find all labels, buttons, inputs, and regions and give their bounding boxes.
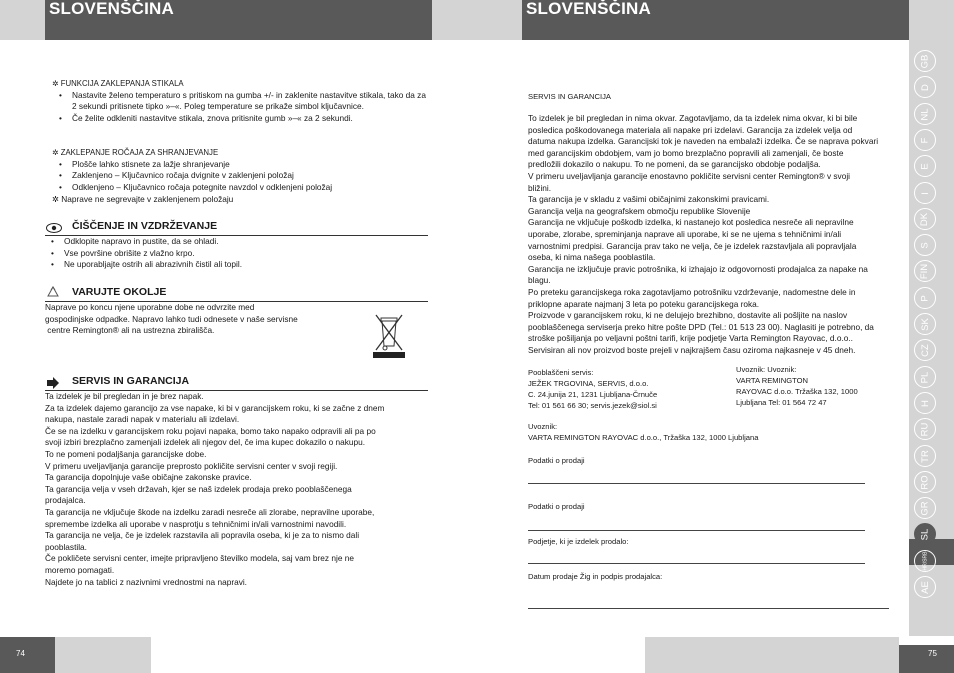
language-tab-label: RO bbox=[919, 474, 931, 490]
language-tab-label: GR bbox=[919, 500, 931, 516]
text-line: med garancijskim obdobjem, vam jo bomo brezplačno popravili ali zamenjali, če boste bbox=[528, 147, 844, 158]
language-tab-label: FIN bbox=[919, 263, 931, 279]
text-line: Naprave po koncu njene uporabne dobe ne odvrzite med bbox=[45, 302, 255, 312]
form-line[interactable] bbox=[528, 530, 865, 531]
text-line: Ta garancija je v skladu z vašimi običajnimi zakonskimi pravicami. bbox=[528, 194, 770, 205]
text-line: nakupa, nastale zaradi napak v materialu ali izdelavi. bbox=[45, 414, 240, 425]
text-line: svoji izbiri brezplačno zamenjali izdelek ali njegov del, če ima kupec dokazilo o nakupu. bbox=[45, 437, 366, 448]
handle-heading: ZAKLEPANJE ROČAJA ZA SHRANJEVANJE bbox=[60, 148, 219, 157]
left-header-bar bbox=[45, 0, 432, 40]
text-line: Ta garancija ne velja, če je izdelek razstavila ali popravila oseba, ki je za to nismo dali bbox=[45, 530, 360, 541]
list-item: • Plošče lahko stisnete za lažje shranjevanje bbox=[52, 159, 432, 171]
text-line: RAYOVAC d.o.o. Tržaška 132, 1000 bbox=[736, 387, 858, 396]
language-tab-pl[interactable] bbox=[914, 366, 936, 388]
importer-line bbox=[528, 421, 898, 443]
sun-icon: ✲ bbox=[52, 79, 59, 88]
text-line: Uvoznik: bbox=[528, 422, 558, 431]
language-tab-s[interactable] bbox=[914, 234, 936, 256]
text-line: Servisiran ali nov proizvod boste prejeli v najkrajšem času oziroma najkasneje v 45 dneh. bbox=[528, 344, 856, 355]
text-line: To izdelek je bil pregledan in nima okvar. Zagotavljamo, da ta izdelek nima okvar, ki bi bile bbox=[528, 113, 858, 123]
language-tab-sl[interactable] bbox=[914, 523, 936, 545]
language-tab-f[interactable] bbox=[914, 129, 936, 151]
language-tab-hr-srb[interactable] bbox=[914, 550, 936, 572]
right-footer-band bbox=[645, 637, 899, 673]
text-line: VARTA REMINGTON bbox=[736, 376, 809, 385]
text-line: Če se na izdelku v garancijskem roku pojavi napaka, bomo tako napako odpravili ali pa po bbox=[45, 425, 376, 436]
language-tab-gb[interactable] bbox=[914, 50, 936, 72]
text-line: predložili dokazilo o nakupu. To ne pomeni, da se garancijsko obdobje podaljša. bbox=[528, 159, 821, 170]
right-header-bar bbox=[522, 0, 909, 40]
left-footer bbox=[0, 637, 55, 673]
form-line[interactable] bbox=[528, 563, 865, 564]
text-line: Ta garancija ne vključuje škode na izdelku zaradi nesreče ali zlorabe, nepravilne uporabe, bbox=[45, 506, 375, 517]
text-line: blagu. bbox=[528, 275, 551, 286]
language-tab-label: NL bbox=[919, 107, 931, 121]
text-line: V primeru uveljavljanja garancije enostavno pokličite servisni center Remington® v svoji bbox=[528, 170, 851, 181]
list-item: • Nastavite želeno temperaturo s pritiskom na gumba +/- in zaklenite nastavitve stikala, tako da za 2 sekundi pritisnete tipko »–«. Poleg temperature se prikaže simbol ključavnice. bbox=[52, 90, 432, 113]
language-tab-label: SK bbox=[919, 317, 931, 331]
text-line: pooblaščenega serviserja preko hitre pošte DPD (Tel.: 01 513 23 00). Naglasiti je potrebno, da bbox=[528, 321, 874, 332]
language-tab-label: S bbox=[919, 241, 931, 249]
language-tab-gr[interactable] bbox=[914, 497, 936, 519]
lock-heading: FUNKCIJA ZAKLEPANJA STIKALA bbox=[60, 79, 184, 88]
form-line[interactable] bbox=[528, 483, 865, 484]
text-line: Za ta izdelek dajemo garancijo za vse napake, ki bi v garancijskem roku, ki se začne z dnem bbox=[45, 402, 385, 413]
text-line: moremo pomagati. bbox=[45, 564, 115, 575]
cleaning-list bbox=[44, 236, 428, 271]
text-line: centre Remington® ali na ustrezna zbirališča. bbox=[45, 325, 215, 336]
left-page-title: SLOVENŠČINA bbox=[49, 0, 174, 18]
crossed-bin-icon bbox=[372, 312, 406, 360]
text-line: uporabe, zlorabe, spreminjanja naprave ali uporabe, ki se ne ujema s tehničnimi in/ali bbox=[528, 228, 842, 239]
list-item: • Če želite odkleniti nastavitve stikala, znova pritisnite gumb »–« za 2 sekundi. bbox=[52, 113, 432, 125]
text-line: VARTA REMINGTON RAYOVAC d.o.o., Tržaška 132, 1000 Ljubljana bbox=[528, 433, 759, 442]
language-tab-label: I bbox=[919, 191, 931, 195]
language-tab-label: DK bbox=[919, 212, 931, 226]
text-line: gospodinjske odpadke. Napravo lahko tudi odnesete v naše servisne bbox=[45, 313, 298, 324]
language-tab-label: TR bbox=[919, 449, 931, 463]
right-heading: SERVIS IN GARANCIJA bbox=[528, 92, 611, 101]
language-tab-cz[interactable] bbox=[914, 339, 936, 361]
importer-contact bbox=[736, 364, 906, 408]
text-line: Ta garancija velja v vseh državah, kjer se naš izdelek prodaja preko pooblaščenega bbox=[45, 483, 352, 494]
form-label: Podatki o prodaji bbox=[528, 456, 585, 465]
text-line: datuma nakupa izdelka. Garancijski tok je naveden na embalaži izdelka. Če se naprava pokvari bbox=[528, 136, 879, 147]
language-tab-label: H bbox=[919, 399, 931, 407]
language-tab-label: F bbox=[919, 137, 931, 143]
list-item: • Ne uporabljajte ostrih ali abrazivnih čistil ali topil. bbox=[44, 259, 428, 271]
language-tab-label: SL bbox=[919, 528, 931, 540]
center-header-band bbox=[432, 0, 522, 40]
text-line: V primeru uveljavljanja garancije preprosto pokličite servisni center v svoji regiji. bbox=[45, 460, 338, 471]
right-page-title: SLOVENŠČINA bbox=[526, 0, 651, 18]
list-item: • Zaklenjeno – Ključavnico ročaja dvignite v zaklenjeni položaj bbox=[52, 170, 432, 182]
language-tab-dk[interactable] bbox=[914, 208, 936, 230]
text-line: C. 24.junija 21, 1231 Ljubljana-Črnuče bbox=[528, 390, 658, 399]
text-line: Tel: 01 561 66 30; servis.jezek@siol.si bbox=[528, 401, 657, 410]
text-line: priklopne aparate najmanj 3 leta po poteku garancijskega roka. bbox=[528, 298, 760, 309]
language-tab-d[interactable] bbox=[914, 76, 936, 98]
left-header-band bbox=[0, 0, 45, 40]
text-line: oseba, ki nima našega pooblastila. bbox=[528, 252, 656, 263]
form-line[interactable] bbox=[528, 608, 889, 609]
language-tab-ae[interactable] bbox=[914, 576, 936, 598]
right-page-number: 75 bbox=[928, 649, 937, 658]
handle-note: Naprave ne segrevajte v zaklenjenem položaju bbox=[61, 193, 234, 204]
right-header-band bbox=[909, 0, 954, 40]
text-line: Ljubljana Tel: 01 564 72 47 bbox=[736, 398, 827, 407]
right-warranty-text bbox=[528, 113, 906, 356]
service-heading: SERVIS IN GARANCIJA bbox=[72, 375, 190, 387]
environment-text bbox=[45, 302, 365, 337]
language-tab-ru[interactable] bbox=[914, 418, 936, 440]
language-tab-p[interactable] bbox=[914, 287, 936, 309]
text-line: JEŽEK TRGOVINA, SERVIS, d.o.o. bbox=[528, 379, 649, 388]
list-item: • Odklopite napravo in pustite, da se ohladi. bbox=[44, 236, 428, 248]
text-line: varnostnimi predpisi. Garancija prav tako ne velja, če je izdelek razstavljala ali popravljala bbox=[528, 240, 857, 251]
language-tab-label: PL bbox=[919, 371, 931, 383]
text-line: Garancija ne izključuje pravic potrošnika, ki izhajajo iz odgovornosti prodajalca za napake na bbox=[528, 263, 868, 274]
language-tab-label: RU bbox=[919, 422, 931, 436]
text-line: Najdete jo na tablici z nazivnimi vrednostmi na napravi. bbox=[45, 576, 247, 587]
text-line: Garancija ne vključuje poškodb izdelka, ki nastanejo kot posledica nesreče ali nepravilne bbox=[528, 217, 854, 228]
language-tab-label: GB bbox=[919, 54, 931, 68]
eye-icon bbox=[45, 221, 63, 233]
text-line: pooblastila. bbox=[45, 541, 87, 552]
form-label: Datum prodaje Žig in podpis prodajalca: bbox=[528, 572, 663, 581]
language-tab-label: P bbox=[919, 294, 931, 302]
language-tab-sk[interactable] bbox=[914, 313, 936, 335]
text-line: Garancija velja na geografskem območju republike Slovenije bbox=[528, 205, 751, 216]
text-line: Uvoznik: Uvoznik: bbox=[736, 365, 797, 374]
text-line: Ta garancija dopolnjuje vaše običajne zakonske pravice. bbox=[45, 472, 252, 483]
text-line: stroške pošiljanja po veljavni poštni tarifi, krije podjetje Varta Remington Rayovac, d.o.o.. bbox=[528, 333, 853, 344]
language-tab-e[interactable] bbox=[914, 155, 936, 177]
text-line: Ta izdelek je bil pregledan in je brez napak. bbox=[45, 391, 204, 401]
text-line: Pooblaščeni servis: bbox=[528, 368, 594, 377]
recycle-icon bbox=[46, 286, 60, 300]
sun-icon: ✲ bbox=[52, 148, 59, 157]
language-tab-fin[interactable] bbox=[914, 260, 936, 282]
handle-section bbox=[52, 147, 432, 206]
text-line: prodajalca. bbox=[45, 495, 86, 506]
text-line: Proizvode v garancijskem roku, ki ne delujejo brezhibno, dostavite ali pošljite na naslov bbox=[528, 310, 848, 321]
text-line: Če pokličete servisni center, imejte pripravljeno številko modela, saj vam brez nje ne bbox=[45, 553, 354, 564]
text-line: Po preteku garancijskega roka zagotavljamo potrošniku vzdrževanje, nadomestne dele in bbox=[528, 286, 856, 297]
language-tab-label: D bbox=[919, 83, 931, 91]
form-label: Podjetje, ki je izdelek prodalo: bbox=[528, 537, 629, 546]
text-line: To ne pomeni podaljšanja garancijske dobe. bbox=[45, 448, 207, 459]
environment-heading: VARUJTE OKOLJE bbox=[72, 286, 167, 298]
language-tab-label: HR/SRB bbox=[922, 551, 928, 571]
service-contact bbox=[528, 367, 728, 411]
text-line: posledica poškodovanega materiala ali napake pri izdelavi. Garancija za izdelek velja od bbox=[528, 124, 853, 135]
language-tab-label: AE bbox=[919, 580, 931, 594]
sun-icon: ✲ bbox=[52, 193, 59, 204]
left-footer-band bbox=[55, 637, 151, 673]
language-tab-ro[interactable] bbox=[914, 471, 936, 493]
right-footer bbox=[899, 645, 954, 673]
form-label: Podatki o prodaji bbox=[528, 502, 585, 511]
arrow-icon bbox=[46, 376, 60, 388]
text-line: bližini. bbox=[528, 182, 552, 193]
text-line: spremembe izdelka ali uporabe v nasprotju s tehničnimi in/ali varnostnimi navodili. bbox=[45, 518, 347, 529]
language-tab-label: E bbox=[919, 162, 931, 170]
service-text bbox=[45, 391, 435, 588]
language-tab-label: CZ bbox=[919, 343, 931, 357]
list-item: • Vse površine obrišite z vlažno krpo. bbox=[44, 248, 428, 260]
cleaning-heading: ČIŠČENJE IN VZDRŽEVANJE bbox=[72, 220, 218, 232]
left-page-number: 74 bbox=[16, 649, 25, 658]
list-item: • Odklenjeno – Ključavnico ročaja potegnite navzdol v odklenjeni položaj bbox=[52, 182, 432, 194]
language-tab-h[interactable] bbox=[914, 392, 936, 414]
language-tab-i[interactable] bbox=[914, 182, 936, 204]
lock-section bbox=[52, 78, 432, 125]
language-tab-tr[interactable] bbox=[914, 445, 936, 467]
language-tab-nl[interactable] bbox=[914, 103, 936, 125]
